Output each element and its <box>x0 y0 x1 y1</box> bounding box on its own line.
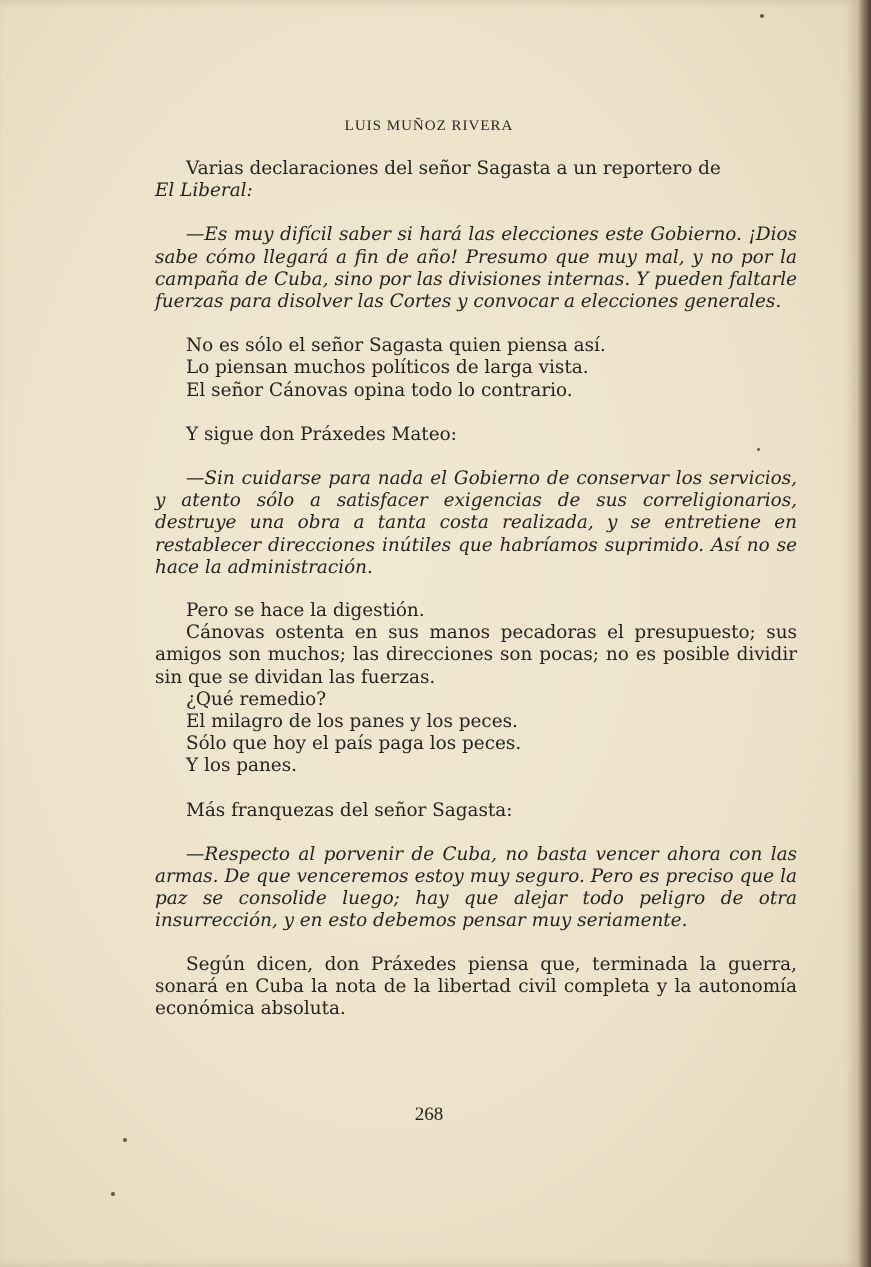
paper-speck <box>111 1192 115 1196</box>
paragraph: El milagro de los panes y los peces. <box>186 711 518 733</box>
quote-paragraph: —Es muy difícil saber si hará las elecciones este Gobierno. ¡Dios sabe cómo llegará a fin de año! Presumo que muy mal, y no por la campaña de Cuba, sino por las divisiones internas. Y pueden faltarle fuerzas para disolver las Cortes y convocar a elecciones generales. <box>155 224 797 313</box>
page-body <box>155 158 797 1020</box>
paragraph: Cánovas ostenta en sus manos pecadoras el presupuesto; sus amigos son muchos; las direcciones son pocas; no es posible dividir sin que se dividan las fuerzas. <box>155 622 797 688</box>
paper-speck <box>123 1138 127 1142</box>
paragraph: Según dicen, don Práxedes piensa que, terminada la guerra, sonará en Cuba la nota de la libertad civil completa y la autonomía económica absoluta. <box>155 953 797 1020</box>
paragraph: Y sigue don Práxedes Mateo: <box>186 423 457 445</box>
paragraph: ¿Qué remedio? <box>186 688 327 710</box>
page-edge <box>858 0 871 1267</box>
newspaper-title: El Liberal: <box>155 180 253 202</box>
running-head: LUIS MUÑOZ RIVERA <box>344 118 514 134</box>
page-number: 268 <box>414 1104 444 1125</box>
quote-paragraph: —Sin cuidarse para nada el Gobierno de conservar los servicios, y atento sólo a satisfacer exigencias de sus correligionarios, destruye una obra a tanta costa realizada, y se entretiene en restablecer direcciones inútiles que habríamos suprimido. Así no se hace la administración. <box>155 468 797 578</box>
paragraph: No es sólo el señor Sagasta quien piensa así. <box>186 335 606 357</box>
quote-paragraph: —Respecto al porvenir de Cuba, no basta vencer ahora con las armas. De que venceremos estoy muy seguro. Pero es preciso que la paz se consolide luego; hay que alejar todo peligro de otra insurrección, y en esto debemos pensar muy seriamente. <box>155 843 797 932</box>
paragraph: Más franquezas del señor Sagasta: <box>186 799 513 821</box>
paper-speck <box>757 448 760 451</box>
paragraph: Sólo que hoy el país paga los peces. <box>186 733 522 755</box>
paragraph: El señor Cánovas opina todo lo contrario. <box>186 379 573 401</box>
paragraph: Varias declaraciones del señor Sagasta a un reportero de <box>186 158 721 179</box>
paragraph: Pero se hace la digestión. <box>186 600 425 622</box>
paragraph: Lo piensan muchos políticos de larga vista. <box>186 357 589 379</box>
paragraph: Y los panes. <box>186 755 297 777</box>
paper-speck <box>760 14 764 18</box>
